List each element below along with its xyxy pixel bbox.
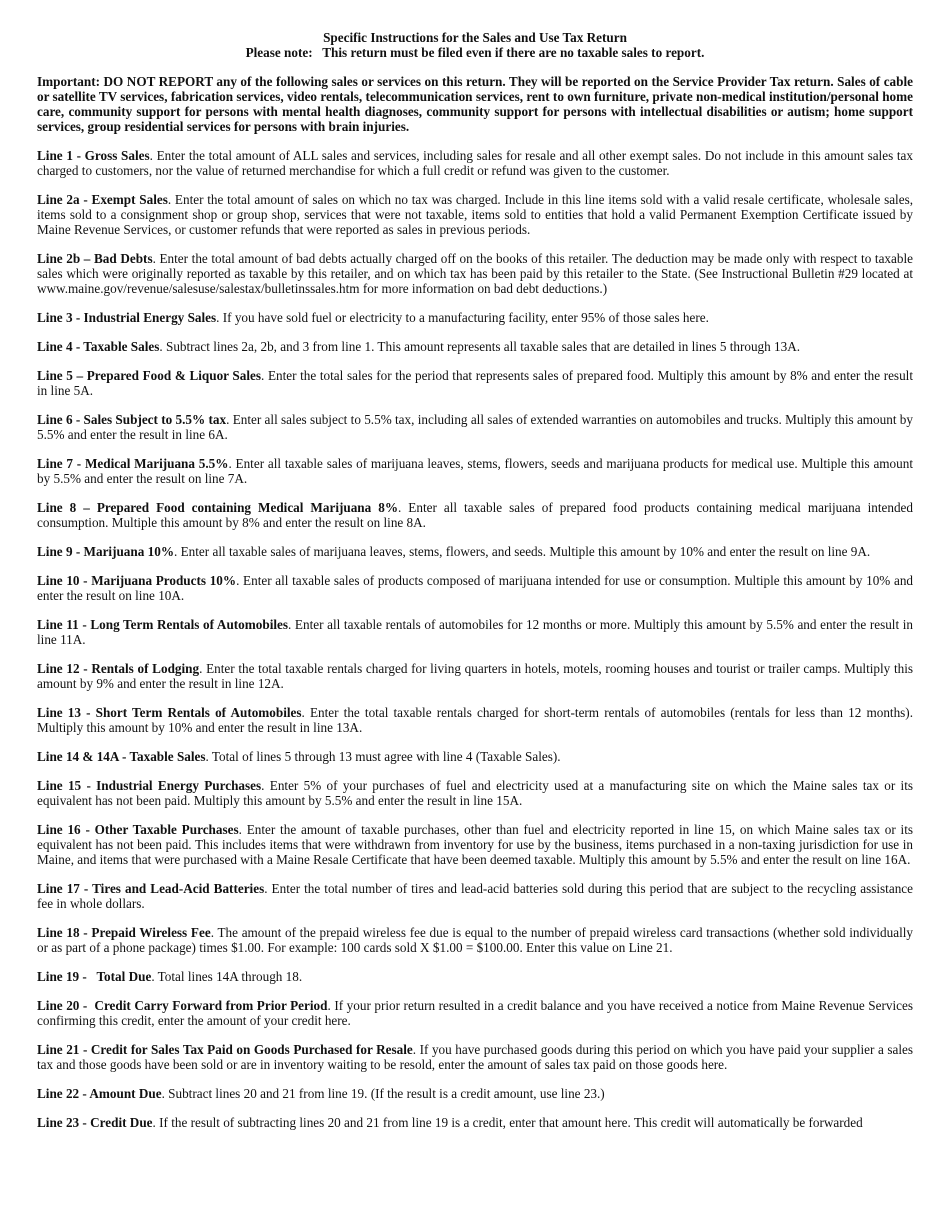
line-item-3 xyxy=(37,310,913,325)
line-text: . Enter the total amount of bad debts actually charged off on the books of this retailer. The deduction may be made only with respect to taxable sales which were originally reported as taxable by this retailer, and on which tax has been paid by this retailer to the State. (See Instructional Bulletin #29 located at www.maine.gov/revenue/salesuse/salestax/bulletinssales.htm for more information on bad debt deductions.) xyxy=(37,251,913,296)
line-item-22 xyxy=(37,1086,913,1101)
line-label: Line 23 - Credit Due xyxy=(37,1115,153,1130)
page-title: Specific Instructions for the Sales and Use Tax Return xyxy=(323,30,627,45)
line-label: Line 11 - Long Term Rentals of Automobiles xyxy=(37,617,289,632)
line-item-15 xyxy=(37,778,913,808)
line-label: Line 8 – Prepared Food containing Medical Marijuana 8% xyxy=(37,500,399,515)
line-instructions-list xyxy=(37,148,913,1130)
line-item-8 xyxy=(37,500,913,530)
line-label: Line 13 - Short Term Rentals of Automobiles xyxy=(37,705,302,720)
line-item-10 xyxy=(37,573,913,603)
line-item-1 xyxy=(37,148,913,178)
line-item-13 xyxy=(37,705,913,735)
line-label: Line 2b – Bad Debts xyxy=(37,251,153,266)
line-label: Line 7 - Medical Marijuana 5.5% xyxy=(37,456,229,471)
line-item-18 xyxy=(37,925,913,955)
line-label: Line 18 - Prepaid Wireless Fee xyxy=(37,925,211,940)
line-label: Line 9 - Marijuana 10% xyxy=(37,544,175,559)
line-label: Line 21 - Credit for Sales Tax Paid on Goods Purchased for Resale xyxy=(37,1042,413,1057)
line-text: . Total lines 14A through 18. xyxy=(151,969,303,984)
line-item-7 xyxy=(37,456,913,486)
line-label: Line 16 - Other Taxable Purchases xyxy=(37,822,239,837)
instructions-page xyxy=(37,30,913,1144)
line-text: . Enter all taxable sales of prepared food products containing medical marijuana intended consumption. Multiple this amount by 8% and enter the result on line 8A. xyxy=(37,500,913,530)
line-item-9 xyxy=(37,544,913,559)
line-text: . Enter all sales subject to 5.5% tax, including all sales of extended warranties on automobiles and trucks. Multiply this amount by 5.5% and enter the result in line 6A. xyxy=(37,412,913,442)
line-item-16 xyxy=(37,822,913,867)
line-text: . Enter the total amount of sales on which no tax was charged. Include in this line items sold with a valid resale certificate, wholesale sales, items sold to a consignment shop or group shop, services that were not taxable, items sold to entities that hold a valid Permanent Exemption Certificate issued by Maine Revenue Services, or customer refunds that were reported as sales in previous periods. xyxy=(37,192,914,237)
line-text: . Enter the amount of taxable purchases, other than fuel and electricity reported in line 15, on which Maine sales tax or its equivalent has not been paid. This includes items that were withdrawn from inventory for use by the business, items purchased in a non-taxing jurisdiction for use in Maine, and items that were purchased with a Maine Resale Certificate that have been deemed taxable. Multiply this amount by 5.5% and enter the result on line 16A. xyxy=(37,822,914,867)
line-text: . Enter the total sales for the period that represents sales of prepared food. Multiply this amount by 8% and enter the result in line 5A. xyxy=(37,368,913,398)
line-label: Line 3 - Industrial Energy Sales xyxy=(37,310,217,325)
line-label: Line 4 - Taxable Sales xyxy=(37,339,160,354)
line-text: . Enter the total taxable rentals charged for living quarters in hotels, motels, rooming houses and tourist or trailer camps. Multiply this amount by 9% and enter the result in line 12A. xyxy=(37,661,914,691)
line-item-2a xyxy=(37,192,913,237)
line-text: . Enter all taxable sales of marijuana leaves, stems, flowers, seeds and marijuana products for medical use. Multiple this amount by 5.5% and enter the result on line 7A. xyxy=(37,456,913,486)
line-label: Line 14 & 14A - Taxable Sales xyxy=(37,749,206,764)
line-text: . Subtract lines 2a, 2b, and 3 from line 1. This amount represents all taxable sales that are detailed in lines 5 through 13A. xyxy=(159,339,801,354)
line-label: Line 22 - Amount Due xyxy=(37,1086,162,1101)
line-text: . Enter the total number of tires and lead-acid batteries sold during this period that are subject to the recycling assistance fee in whole dollars. xyxy=(37,881,913,911)
line-item-12 xyxy=(37,661,913,691)
line-label: Line 2a - Exempt Sales xyxy=(37,192,168,207)
line-item-6 xyxy=(37,412,913,442)
page-header xyxy=(37,30,913,60)
line-item-2b xyxy=(37,251,913,296)
line-label: Line 6 - Sales Subject to 5.5% tax xyxy=(37,412,227,427)
line-text: . Enter 5% of your purchases of fuel and electricity used at a manufacturing site on which the Maine sales tax or its equivalent has not been paid. Multiply this amount by 5.5% and enter the result in line 15A. xyxy=(37,778,914,808)
line-item-5 xyxy=(37,368,913,398)
line-item-14 xyxy=(37,749,913,764)
line-text: . Enter all taxable sales of marijuana leaves, stems, flowers, and seeds. Multiple this amount by 10% and enter the result on line 9A. xyxy=(174,544,871,559)
line-text: . Subtract lines 20 and 21 from line 19. (If the result is a credit amount, use line 23.) xyxy=(161,1086,605,1101)
line-label: Line 20 - Credit Carry Forward from Prior Period xyxy=(37,998,328,1013)
line-text: . If the result of subtracting lines 20 and 21 from line 19 is a credit, enter that amount here. This credit will automatically be forwarded xyxy=(152,1115,863,1130)
line-label: Line 5 – Prepared Food & Liquor Sales xyxy=(37,368,262,383)
line-label: Line 19 - Total Due xyxy=(37,969,152,984)
line-item-21 xyxy=(37,1042,913,1072)
line-item-11 xyxy=(37,617,913,647)
line-text: . If you have sold fuel or electricity to a manufacturing facility, enter 95% of those sales here. xyxy=(216,310,709,325)
line-label: Line 17 - Tires and Lead-Acid Batteries xyxy=(37,881,265,896)
line-item-17 xyxy=(37,881,913,911)
line-label: Line 12 - Rentals of Lodging xyxy=(37,661,200,676)
line-text: . Total of lines 5 through 13 must agree with line 4 (Taxable Sales). xyxy=(205,749,561,764)
line-text: . Enter all taxable sales of products composed of marijuana intended for use or consumption. Multiple this amount by 10% and enter the result on line 10A. xyxy=(37,573,914,603)
line-item-20 xyxy=(37,998,913,1028)
line-item-19 xyxy=(37,969,913,984)
line-text: . Enter all taxable rentals of automobiles for 12 months or more. Multiply this amount by 5.5% and enter the result in line 11A. xyxy=(37,617,913,647)
line-text: . If you have purchased goods during this period on which you have paid your supplier a sales tax and those goods have been sold or are in inventory waiting to be resold, enter the amount of sales tax paid on those goods here. xyxy=(37,1042,913,1072)
important-notice: Important: DO NOT REPORT any of the following sales or services on this return. They will be reported on the Service Provider Tax return. Sales of cable or satellite TV services, fabrication services, video rentals, telecommunication services, rent to own furniture, private non-medical institution/personal home care, community support for persons with mental health diagnoses, community support for persons with intellectual disabilities or autism; home support services, group residential services for persons with brain injuries. xyxy=(37,74,913,134)
line-text: . The amount of the prepaid wireless fee due is equal to the number of prepaid wireless card transactions (whether sold individually or as part of a phone package) times $1.00. For example: 100 cards sold X $1.00 = $100.00. Enter this value on Line 21. xyxy=(37,925,914,955)
line-label: Line 1 - Gross Sales xyxy=(37,148,150,163)
line-text: . If your prior return resulted in a credit balance and you have received a notice from Maine Revenue Services confirming this credit, enter the amount of your credit here. xyxy=(37,998,913,1028)
line-text: . Enter the total amount of ALL sales and services, including sales for resale and all other exempt sales. Do not include in this amount sales tax charged to customers, nor the value of returned merchandise for which a full credit or refund was given to the customer. xyxy=(37,148,913,178)
filing-note: Please note: This return must be filed even if there are no taxable sales to report. xyxy=(245,45,705,60)
line-text: . Enter the total taxable rentals charged for short-term rentals of automobiles (rentals for less than 12 months). Multiply this amount by 10% and enter the result in line 13A. xyxy=(37,705,914,735)
line-item-23 xyxy=(37,1115,913,1130)
line-label: Line 10 - Marijuana Products 10% xyxy=(37,573,237,588)
line-item-4 xyxy=(37,339,913,354)
line-label: Line 15 - Industrial Energy Purchases xyxy=(37,778,262,793)
